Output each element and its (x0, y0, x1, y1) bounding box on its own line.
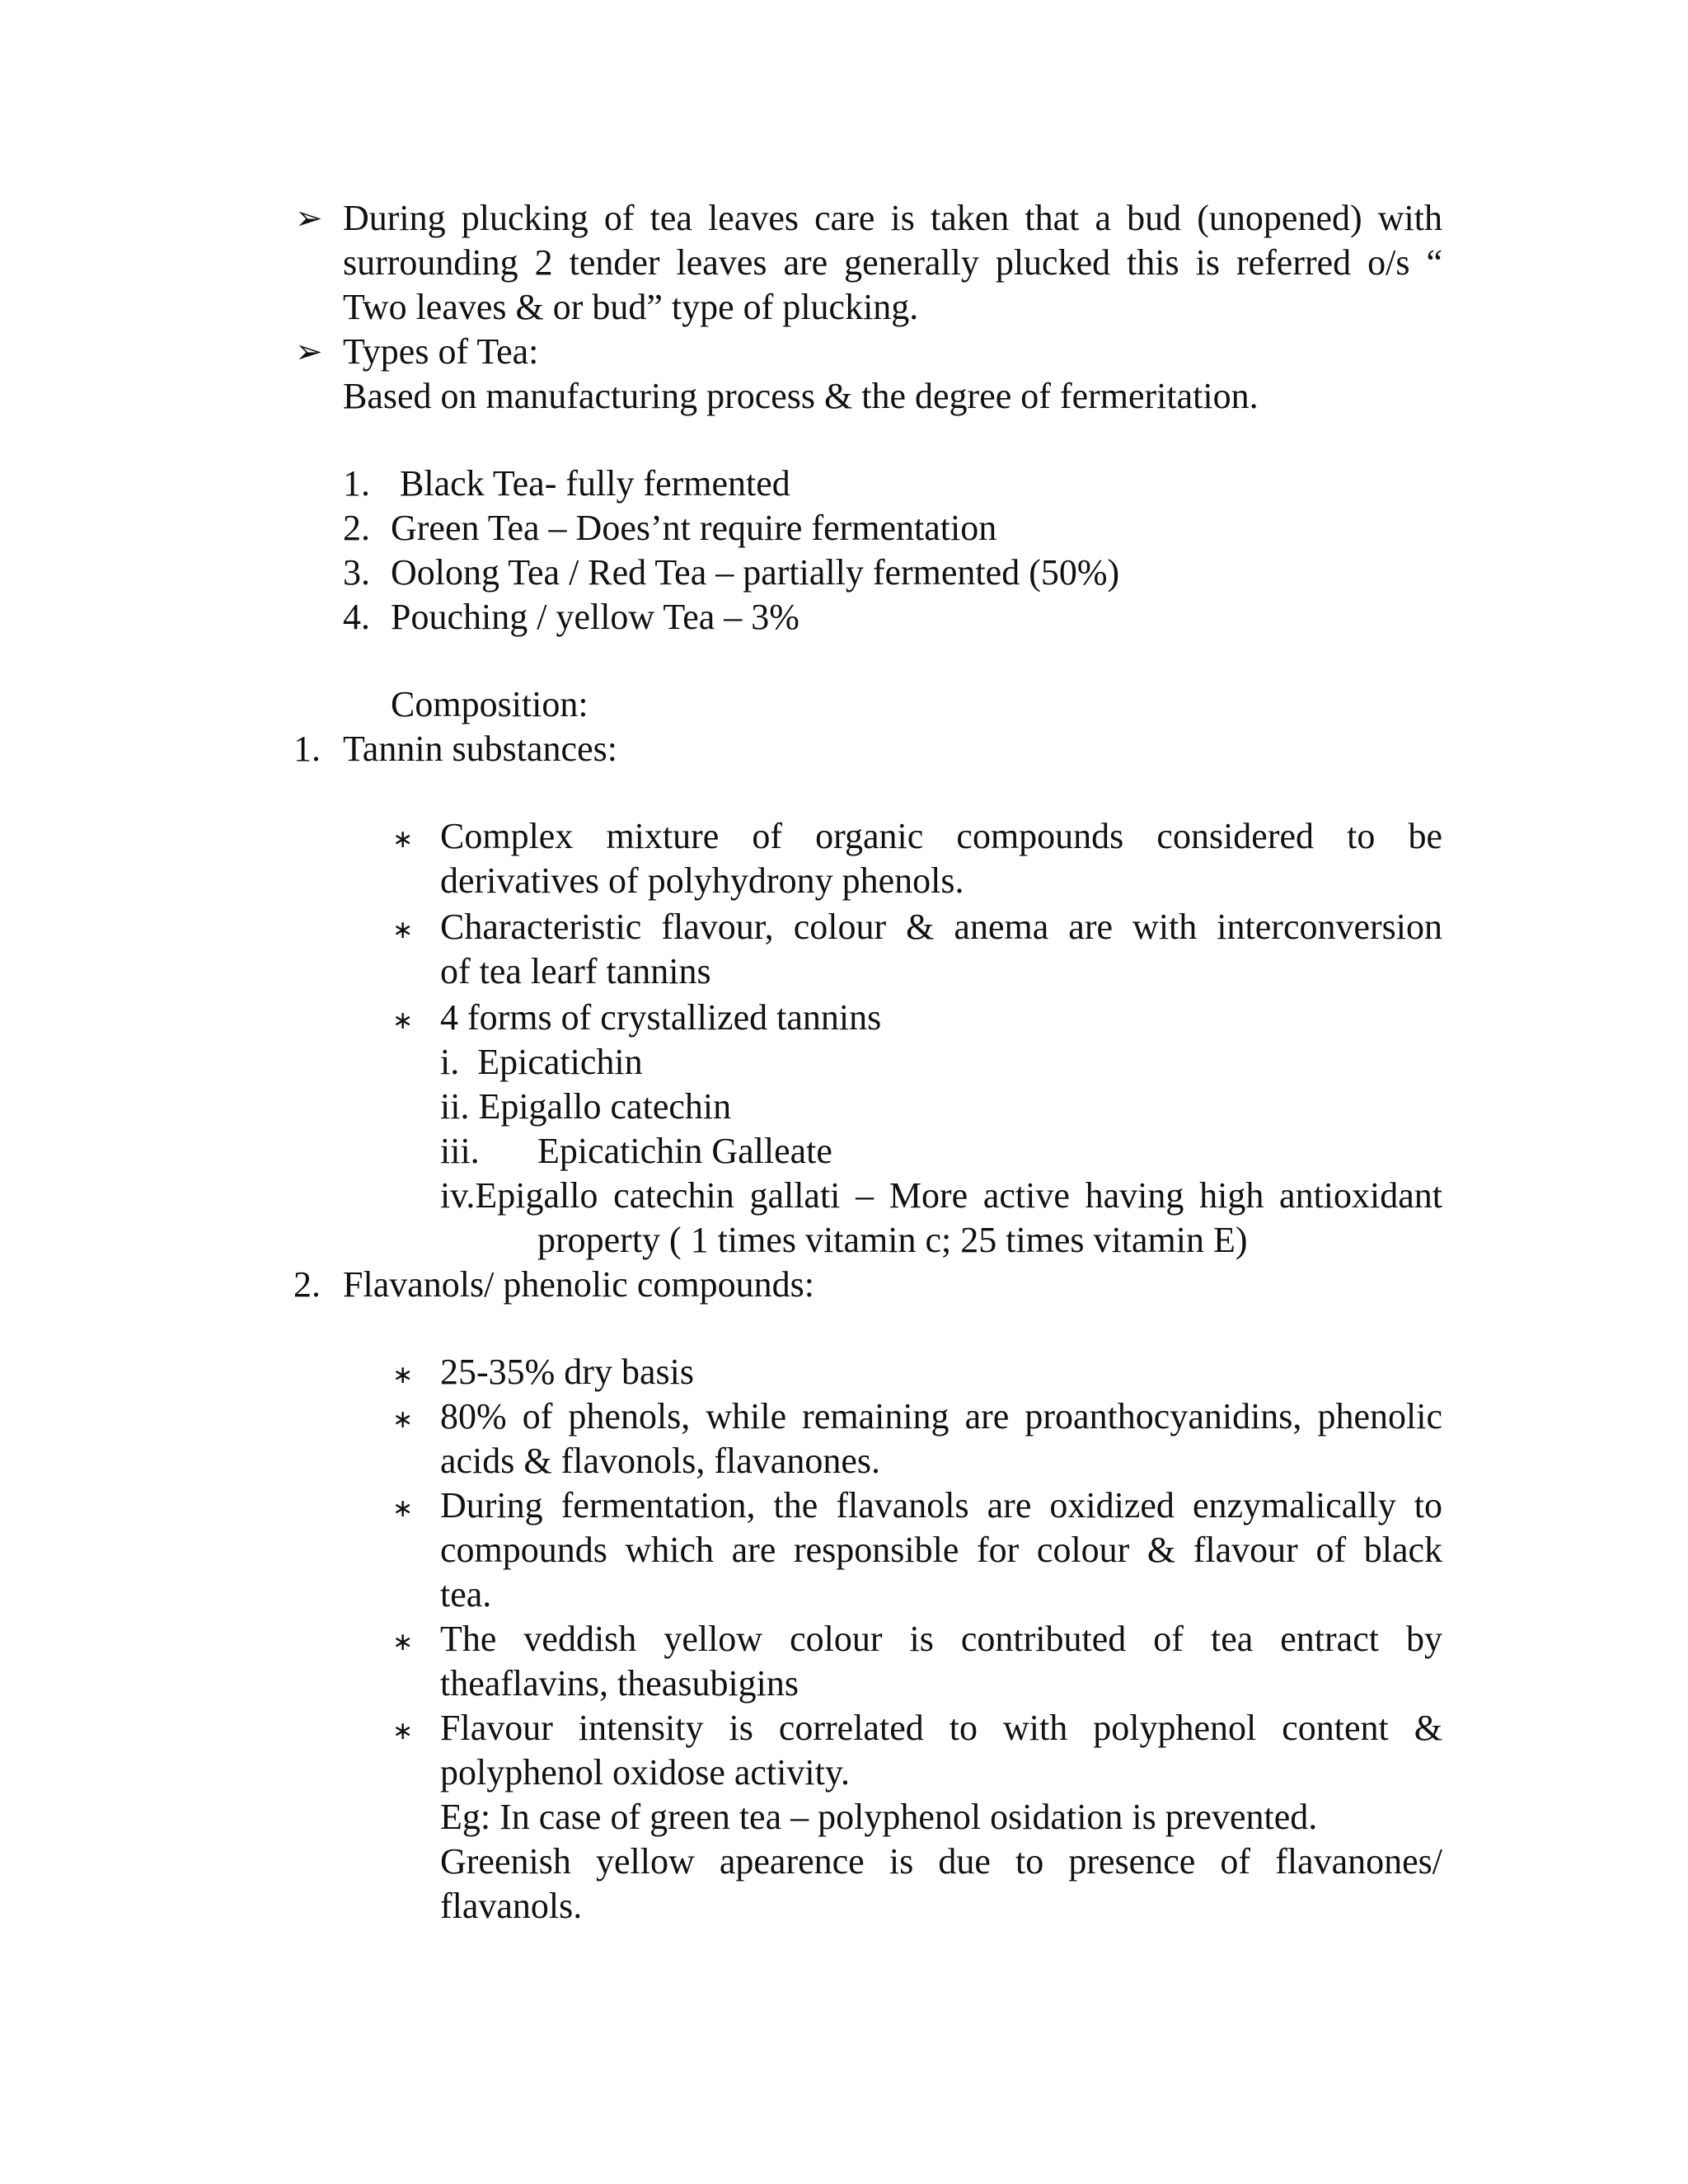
tannin-form-line: iv.Epigallo catechin gallati – More active having high antioxidant (440, 1175, 1442, 1216)
tannin-form-line: property ( 1 times vitamin c; 25 times vitamin E) (537, 1220, 1248, 1260)
flavanol-bullet-line: Flavour intensity is correlated to with polyphenol content & (440, 1708, 1442, 1748)
tea-type-number: 2. (343, 508, 370, 548)
asterisk-bullet-icon: ∗ (392, 1717, 414, 1746)
flavanol-bullet-line: 25-35% dry basis (440, 1352, 694, 1392)
flavanol-bullet-line: The veddish yellow colour is contributed of tea entract by (440, 1619, 1442, 1659)
example-line: flavanols. (440, 1886, 583, 1926)
flavanol-bullet-line: tea. (440, 1574, 492, 1615)
plucking-line-2: surrounding 2 tender leaves are generally plucked this is referred o/s “ (343, 242, 1442, 283)
flavanol-bullet-line: During fermentation, the flavanols are oxidized enzymalically to (440, 1485, 1442, 1526)
plucking-line-3: Two leaves & or bud” type of plucking. (343, 287, 919, 327)
tannin-bullet-line: derivatives of polyhydrony phenols. (440, 860, 964, 901)
asterisk-bullet-icon: ∗ (392, 1494, 414, 1523)
asterisk-bullet-icon: ∗ (392, 1361, 414, 1390)
section-title-flavanols: Flavanols/ phenolic compounds: (343, 1264, 814, 1305)
section-title-tannin: Tannin substances: (343, 729, 617, 769)
flavanol-bullet-line: acids & flavonols, flavanones. (440, 1441, 880, 1481)
asterisk-bullet-icon: ∗ (392, 1405, 414, 1434)
tea-type-text: Pouching / yellow Tea – 3% (391, 597, 799, 637)
composition-heading: Composition: (391, 684, 588, 724)
section-number: 1. (293, 729, 321, 769)
section-number: 2. (293, 1264, 321, 1305)
tea-type-number: 1. (343, 463, 370, 504)
tea-type-number: 3. (343, 552, 370, 593)
tannin-bullet-line: Complex mixture of organic compounds considered to be (440, 816, 1442, 856)
tannin-form-number: iii. (440, 1131, 480, 1171)
flavanol-bullet-line: polyphenol oxidose activity. (440, 1752, 850, 1793)
tannin-bullet-line: 4 forms of crystallized tannins (440, 997, 882, 1038)
tea-type-text: Black Tea- fully fermented (391, 463, 790, 504)
asterisk-bullet-icon: ∗ (392, 1628, 414, 1657)
tannin-form-line: Epicatichin Galleate (537, 1131, 832, 1171)
types-basis: Based on manufacturing process & the degree of fermeritation. (343, 376, 1259, 416)
tea-type-text: Oolong Tea / Red Tea – partially fermented (50%) (391, 552, 1120, 593)
asterisk-bullet-icon: ∗ (392, 916, 414, 944)
plucking-line-1: During plucking of tea leaves care is taken that a bud (unopened) with (343, 198, 1442, 238)
tea-type-number: 4. (343, 597, 370, 637)
types-heading: Types of Tea: (343, 331, 539, 372)
example-line: Greenish yellow apearence is due to presence of flavanones/ (440, 1841, 1442, 1882)
tannin-bullet-line: Characteristic flavour, colour & anema are with interconversion (440, 907, 1442, 947)
example-line: Eg: In case of green tea – polyphenol osidation is prevented. (440, 1797, 1318, 1837)
arrow-bullet-icon: ➢ (295, 199, 323, 237)
arrow-bullet-icon: ➢ (295, 333, 323, 371)
flavanol-bullet-line: compounds which are responsible for colour & flavour of black (440, 1530, 1442, 1570)
tannin-form-line: ii. Epigallo catechin (440, 1086, 732, 1127)
tea-type-text: Green Tea – Does’nt require fermentation (391, 508, 997, 548)
tannin-form-line: i. Epicatichin (440, 1042, 643, 1082)
tannin-bullet-line: of tea learf tannins (440, 951, 711, 991)
asterisk-bullet-icon: ∗ (392, 825, 414, 854)
asterisk-bullet-icon: ∗ (392, 1006, 414, 1035)
flavanol-bullet-line: 80% of phenols, while remaining are proanthocyanidins, phenolic (440, 1396, 1442, 1436)
flavanol-bullet-line: theaflavins, theasubigins (440, 1663, 799, 1704)
